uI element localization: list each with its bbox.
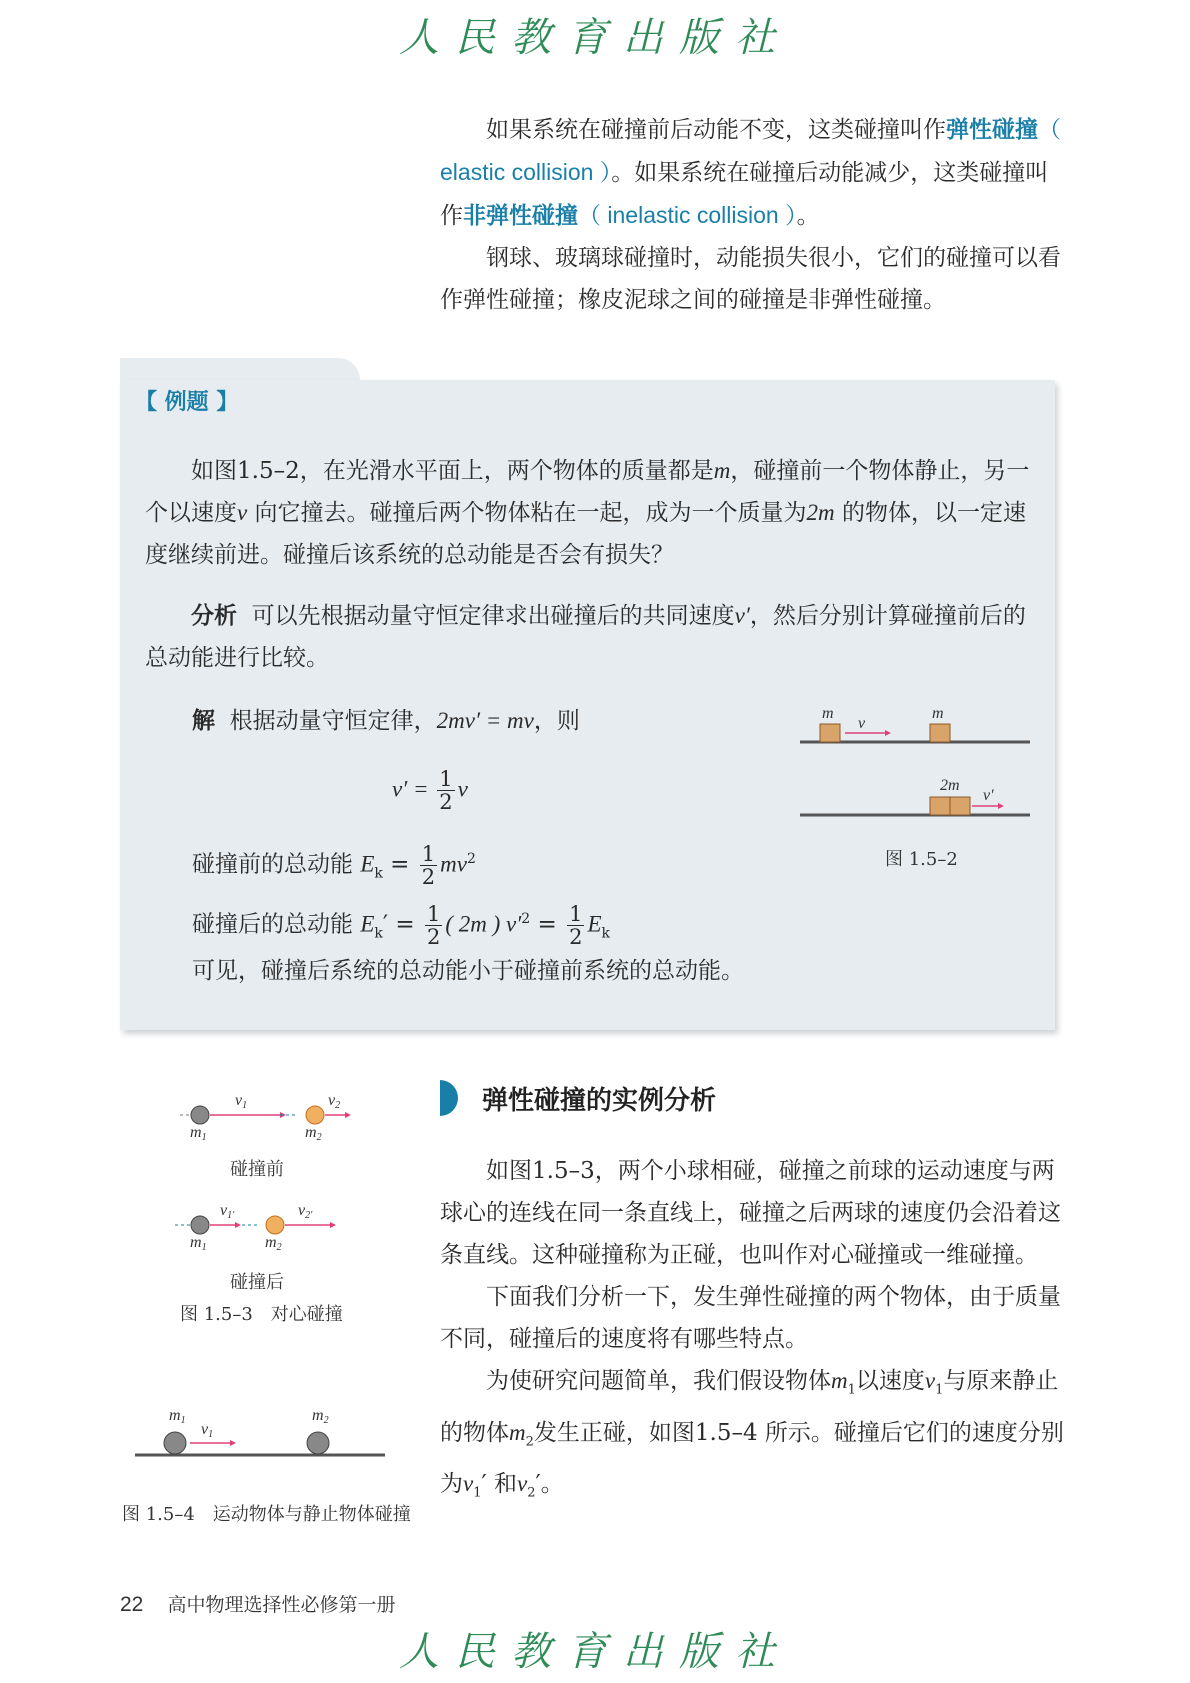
- fig153-label-m2: m2: [305, 1124, 322, 1143]
- intro-paragraph-1: [440, 108, 1065, 237]
- ek-before-rhs: mv: [440, 851, 467, 877]
- section-title: 弹性碰撞的实例分析: [482, 1086, 717, 1116]
- solution-equation: 2mv′ = mv: [436, 708, 534, 733]
- p3-m1-sub: 1: [847, 1382, 856, 1398]
- ek-before-label: 碰撞前的总动能: [192, 851, 353, 878]
- ek-after-middle: ( 2m ) v′: [445, 911, 522, 937]
- ek-before-fraction: [420, 843, 437, 888]
- ek-after-numerator-1: 1: [426, 902, 441, 927]
- question-2m: 2m: [806, 500, 835, 525]
- question-text-d: 的物体，以一定速度继续前进。碰撞后该系统的总动能是否会有损失？: [145, 500, 1026, 568]
- question-text-a: 如图1.5–2，在光滑水平面上，两个物体的质量都是: [191, 458, 714, 484]
- fig154-ball-m1: [164, 1432, 186, 1454]
- ek-before-subscript: k: [374, 865, 383, 882]
- fig153-label-v2p: v2′: [298, 1202, 313, 1221]
- eq1-denominator: 2: [439, 790, 453, 814]
- fig153-after-label: 碰撞后: [230, 1272, 284, 1293]
- fig152-label-vp: v′: [983, 787, 994, 804]
- fig152-block-joined-1: [930, 797, 950, 815]
- solution-then: ，则: [533, 708, 580, 734]
- p3-m1: m: [831, 1368, 848, 1393]
- intro-text-b: 。如果系统在碰撞后动能减少，这类碰撞叫作: [440, 160, 1049, 229]
- page-number: 22: [120, 1593, 144, 1616]
- analysis-label: 分析: [191, 603, 237, 629]
- intro-text: [440, 108, 1065, 321]
- fig154-label-m1: m1: [169, 1407, 186, 1426]
- fig152-label-m2: m: [932, 705, 944, 722]
- p3-m2-sub: 2: [525, 1434, 534, 1450]
- figure-1-5-2-caption: 图 1.5–2: [885, 849, 958, 870]
- fig153-ball-m1-after: [191, 1216, 209, 1234]
- ek-after-symbol: E: [360, 911, 375, 937]
- p3-text-a: 为使研究问题简单，我们假设物体: [486, 1368, 831, 1394]
- fig154-label-m2: m2: [312, 1407, 329, 1426]
- ek-after-denominator-2: 2: [569, 925, 583, 950]
- fig152-label-2m: 2m: [940, 777, 960, 794]
- equation-ek-after: 碰撞后的总动能 $E_k'$ = $\frac{1}{2}$ ( 2m ) $v'^2$ = $\frac{1}{2}$ $E_k$: [192, 902, 611, 950]
- ek-before-denominator: 2: [421, 865, 436, 890]
- fig153-ball-m2-before: [306, 1106, 324, 1124]
- eq1-fraction: [437, 768, 454, 813]
- ek-after-fraction-2: [567, 903, 584, 948]
- ek-after-fraction-1: [425, 903, 442, 948]
- example-conclusion: 可见，碰撞后系统的总动能小于碰撞前系统的总动能。: [192, 958, 744, 984]
- fig152-arrowhead-vp: [998, 803, 1004, 809]
- question-text-c: 向它撞去。碰撞后两个物体粘在一起，成为一个质量为: [247, 500, 807, 526]
- fig153-label-m2-after: m2: [265, 1234, 282, 1253]
- english-inelastic-collision: （ inelastic collision ）: [578, 202, 797, 228]
- fig152-arrowhead-v: [885, 730, 891, 736]
- analysis-velocity: v′: [734, 603, 750, 628]
- intro-text-a: 如果系统在碰撞前后动能不变，这类碰撞叫作: [486, 117, 946, 143]
- equation-velocity: [392, 768, 468, 813]
- publisher-logo-header: 人民教育出版社: [399, 15, 791, 61]
- p3-v1p-sub: 1: [473, 1485, 482, 1501]
- solution-label: 解: [192, 708, 215, 734]
- p3-text-f: 。: [540, 1471, 564, 1498]
- fig153-label-v1: v1: [235, 1092, 248, 1111]
- fig152-block-moving: [820, 724, 840, 742]
- fig153-arrowhead-v2p: [330, 1222, 336, 1228]
- p3-v1p: v: [463, 1471, 474, 1497]
- question-velocity: v: [237, 500, 248, 525]
- equation-ek-before: 碰撞前的总动能 $E_k$ = $\frac{1}{2}$ $mv^2$: [192, 842, 476, 890]
- ek-before-symbol: E: [360, 851, 375, 877]
- p3-v2p-sub: 2: [527, 1485, 536, 1501]
- ek-after-numerator-2: 1: [569, 902, 583, 927]
- ek-after-label: 碰撞后的总动能: [192, 911, 353, 938]
- eq1-lhs: v′ =: [392, 776, 435, 802]
- term-elastic-collision: 弹性碰撞: [946, 117, 1038, 143]
- fig152-label-v: v: [858, 715, 866, 732]
- fig153-label-v2: v2: [328, 1092, 341, 1111]
- p3-text-e: 和: [486, 1471, 518, 1498]
- section-paragraph-3: 为使研究问题简单，我们假设物体$m_1$以速度$v_1$与原来静止的物体$m_2$发生正碰，如图1.5–4 所示。碰撞后它们的速度分别为$v_1'$ 和$v_2'$。: [440, 1368, 1064, 1501]
- fig153-ball-m1-before: [191, 1106, 209, 1124]
- ek-after-subscript: k: [374, 925, 383, 942]
- intro-text-c: 。: [796, 203, 820, 229]
- fig153-label-m1: m1: [190, 1124, 207, 1143]
- eq1-numerator: 1: [439, 767, 453, 791]
- fig154-label-v1: v1: [201, 1421, 214, 1440]
- fig153-label-v1p: v1′: [220, 1202, 235, 1221]
- fig153-label-m1-after: m1: [190, 1234, 207, 1253]
- p3-text-c: 与原来静止的物体: [440, 1368, 1059, 1446]
- p3-v1: v: [924, 1368, 936, 1393]
- fig152-block-joined-2: [950, 797, 970, 815]
- english-elastic-collision: （ elastic collision ）: [440, 116, 1061, 185]
- eq1-rhs: v: [457, 776, 468, 802]
- p3-text-d: 发生正碰，如图1.5–4 所示。碰撞后它们的速度分别为: [440, 1419, 1064, 1498]
- fig153-arrowhead-v1p: [235, 1222, 241, 1228]
- analysis-text-b: ，然后分别计算碰撞前后的总动能进行比较。: [145, 603, 1026, 671]
- ek-before-numerator: 1: [421, 842, 436, 867]
- term-inelastic-collision: 非弹性碰撞: [463, 203, 578, 229]
- figure-1-5-4: [125, 1400, 400, 1470]
- p3-v1-sub: 1: [935, 1382, 944, 1398]
- example-question: [145, 450, 1035, 576]
- ek-after-rhs: E: [587, 911, 602, 937]
- fig153-arrowhead-v2: [345, 1112, 351, 1118]
- fig152-block-static: [930, 724, 950, 742]
- analysis-text-a: 可以先根据动量守恒定律求出碰撞后的共同速度: [251, 603, 735, 629]
- ek-after-denominator-1: 2: [426, 925, 441, 950]
- p3-m2: m: [509, 1419, 526, 1445]
- solution-text: 根据动量守恒定律，: [229, 708, 437, 734]
- section-marker-icon: [440, 1080, 458, 1116]
- fig152-label-m1: m: [822, 705, 834, 722]
- fig154-arrowhead-v1: [230, 1440, 236, 1446]
- p3-text-b: 以速度: [855, 1368, 925, 1394]
- ek-after-exponent: 2: [521, 911, 531, 927]
- ek-before-exponent: 2: [466, 851, 476, 867]
- book-title: 高中物理选择性必修第一册: [167, 1594, 396, 1616]
- fig153-before-label: 碰撞前: [230, 1159, 284, 1180]
- question-text-b: ，碰撞前一个物体静止，另一个以速度: [145, 458, 1030, 526]
- solution-line: [192, 700, 580, 742]
- section-paragraph-2: 下面我们分析一下，发生弹性碰撞的两个物体，由于质量不同，碰撞后的速度将有哪些特点。: [440, 1284, 1061, 1352]
- section-paragraph-1: 如图1.5–3，两个小球相碰，碰撞之前球的运动速度与两球心的连线在同一条直线上，碰撞之后两球的速度仍会沿着这条直线。这种碰撞称为正碰，也叫作对心碰撞或一维碰撞。: [440, 1158, 1061, 1268]
- p3-v2p: v: [517, 1471, 528, 1497]
- fig153-caption: 图 1.5–3 对心碰撞: [180, 1304, 343, 1325]
- example-analysis: [145, 595, 1035, 679]
- example-title: 【 例题 】: [135, 390, 239, 415]
- section-body: [440, 1150, 1065, 1515]
- fig153-ball-m2-after: [266, 1216, 284, 1234]
- question-mass: m: [713, 458, 731, 483]
- intro-paragraph-2: 钢球、玻璃球碰撞时，动能损失很小，它们的碰撞可以看作弹性碰撞；橡皮泥球之间的碰撞是非弹性碰撞。: [440, 245, 1061, 313]
- fig154-ball-m2: [307, 1432, 329, 1454]
- page-footer: [120, 1590, 396, 1617]
- fig154-caption: 图 1.5–4 运动物体与静止物体碰撞: [122, 1504, 411, 1525]
- publisher-logo-footer: 人民教育出版社: [399, 1629, 791, 1675]
- ek-after-rhs-subscript: k: [601, 925, 611, 942]
